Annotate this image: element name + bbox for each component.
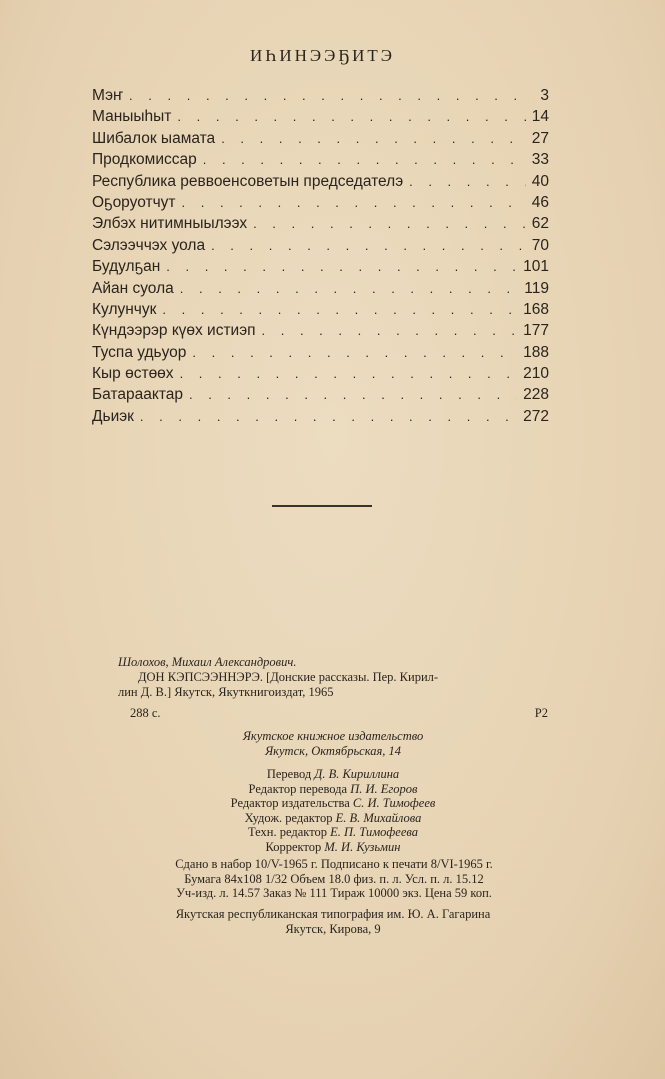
printer-address: Якутск, Кирова, 9 [285,921,381,936]
leader-dots [129,88,534,103]
credit-line [118,767,548,782]
credit-line [118,840,548,855]
toc-entry [92,173,549,194]
leader-dots [180,281,519,296]
toc-entry-page: 177 [523,322,549,340]
toc-entry-title: Республика реввоенсоветын председателэ [92,172,404,190]
toc-entry [92,322,549,343]
toc-entry-page: 188 [523,343,549,361]
table-of-contents [92,87,549,429]
book-title-line: ДОН КЭПСЭЭННЭРЭ. [Донские рассказы. Пер. Кирил- [138,670,439,684]
toc-entry [92,258,549,279]
toc-entry [92,130,549,151]
toc-entry-title: Элбэх нитимныылээх [92,215,248,233]
credit-role: Корректор [265,839,322,854]
toc-entry [92,280,549,301]
credit-line [118,782,548,797]
printer: Якутская республиканская типография им. Ю. А. Гагарина [175,907,491,921]
publisher: Якутское книжное издательство [242,729,424,743]
print-line: Уч-изд. л. 14.57 Заказ № 111 Тираж 10000 экз. Цена 59 коп. [176,886,492,901]
leader-dots [211,238,526,253]
toc-entry-page: 272 [523,407,549,425]
credit-role: Худож. редактор [244,810,333,825]
toc-entry-title: Будулҕан [92,258,161,276]
author: Шолохов, Михаил Александрович. [118,655,297,669]
leader-dots [192,345,517,360]
publisher-block [118,729,548,759]
printer-block [118,907,548,936]
credit-role: Перевод [266,767,312,781]
credit-name: М. И. Кузьмин [324,839,401,854]
leader-dots [253,216,526,231]
leader-dots [262,323,518,338]
bibliographic-entry [118,655,548,721]
toc-entry [92,386,549,407]
toc-entry [92,194,549,215]
leader-dots [203,152,526,167]
leader-dots [177,109,525,124]
credit-name: Д. В. Кириллина [314,767,400,781]
credit-role: Редактор издательства [230,796,350,811]
toc-entry-title: Сэлээччэх уола [92,236,206,254]
leader-dots [409,174,526,189]
toc-entry [92,408,549,429]
toc-entry-page: 119 [524,279,549,297]
toc-entry [92,365,549,386]
credit-name: Е. В. Михайлова [335,810,422,825]
credit-role: Техн. редактор [248,825,327,840]
toc-entry-title: Күндээрэр күөх истиэп [92,322,256,340]
toc-entry-page: 33 [531,151,549,169]
credit-line [118,796,548,811]
divider [272,505,372,507]
toc-entry-page: 62 [531,215,549,233]
toc-entry-title: Кулунчук [92,300,157,318]
leader-dots [182,195,526,210]
print-line: Сдано в набор 10/V-1965 г. Подписано к печати 8/VI-1965 г. [175,857,493,871]
toc-entry-page: 14 [531,108,549,126]
toc-entry-title: Оҕоруотчут [92,193,176,211]
credit-name: С. И. Тимофеев [352,796,436,811]
leader-dots [140,409,517,424]
credit-role: Редактор перевода [248,781,348,796]
toc-entry [92,151,549,172]
book-title-line: лин Д. В.] Якутск, Якуткнигоиздат, 1965 [118,685,334,699]
credit-line [118,825,548,840]
toc-entry-page: 210 [523,365,549,383]
toc-entry [92,108,549,129]
toc-entry-page: 3 [540,87,549,104]
toc-entry [92,215,549,236]
toc-entry-title: Мэҥ [92,87,124,104]
toc-entry [92,344,549,365]
leader-dots [166,259,517,274]
toc-entry-title: Дьиэк [92,407,134,425]
print-details [114,857,554,901]
toc-entry-page: 46 [531,193,549,211]
toc-entry-title: Маныыһыт [92,108,172,126]
toc-entry-page: 40 [531,172,549,190]
credits [118,767,548,855]
toc-entry-page: 228 [523,386,549,404]
toc-entry-page: 27 [531,129,549,147]
toc-entry-title: Продкомиссар [92,151,197,169]
toc-entry-title: Айан суола [92,279,174,297]
page-title: ИҺИНЭЭҔИТЭ [250,46,395,65]
toc-entry-title: Шибалок ыамата [92,129,216,147]
toc-entry-page: 101 [523,258,549,276]
print-line: Бумага 84х108 1/32 Объем 18.0 физ. п. л. Усл. п. л. 15.12 [184,871,484,886]
page-count: 288 с. [130,706,161,720]
credit-name: П. И. Егоров [350,781,418,796]
toc-entry [92,301,549,322]
toc-entry [92,237,549,258]
credit-name: Е. П. Тимофеева [330,825,418,840]
toc-entry-title: Батараактар [92,386,183,404]
toc-entry-title: Туспа удьуор [92,343,187,361]
toc-entry-title: Кыр өстөөх [92,365,174,383]
toc-entry [92,87,549,108]
toc-entry-page: 168 [523,300,549,318]
leader-dots [180,366,518,381]
toc-entry-page: 70 [531,236,549,254]
leader-dots [221,131,526,146]
leader-dots [162,302,517,317]
credit-line [118,811,548,826]
classification-code: Р2 [534,706,548,720]
leader-dots [189,387,517,402]
publisher-address: Якутск, Октябрьская, 14 [264,744,402,758]
